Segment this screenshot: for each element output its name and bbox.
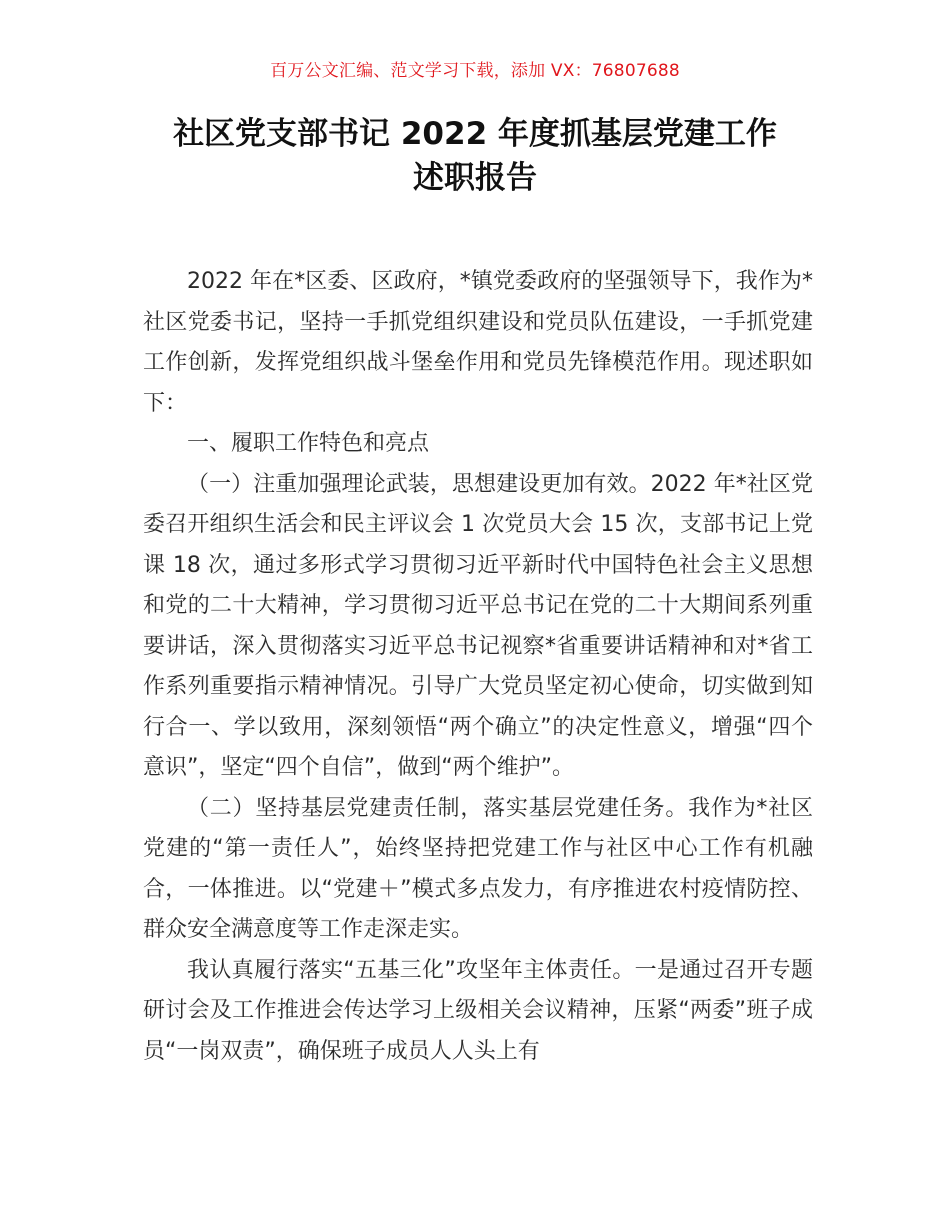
title-line-1: 社区党支部书记 2022 年度抓基层党建工作 <box>173 116 777 152</box>
title-line-2: 述职报告 <box>413 160 537 196</box>
document-title <box>100 112 850 200</box>
paragraph-theory-study: （一）注重加强理论武装，思想建设更加有效。2022 年*社区党委召开组织生活会和民主评议会 1 次党员大会 15 次，支部书记上党课 18 次，通过多形式学习贯彻习近平新时代中国特色社会主义思想和党的二十大精神，学习贯彻习近平总书记在党的二十大期间系列重要讲话，深入贯彻落实习近平总书记视察*省重要讲话精神和对*省工作系列重要指示精神情况。引导广大党员坚定初心使命，切实做到知行合一、学以致用，深刻领悟“两个确立”的决定性意义，增强“四个意识”，坚定“四个自信”，做到“两个维护”。 <box>143 471 813 780</box>
section-heading-1: 一、履职工作特色和亮点 <box>187 431 430 456</box>
paragraph-five-bases: 我认真履行落实“五基三化”攻坚年主体责任。一是通过召开专题研讨会及工作推进会传达学习上级相关会议精神，压紧“两委”班子成员“一岗双责”，确保班子成员人人头上有 <box>143 957 813 1064</box>
paragraph-intro: 2022 年在*区委、区政府，*镇党委政府的坚强领导下，我作为*社区党委书记，坚持一手抓党组织建设和党员队伍建设，一手抓党建工作创新，发挥党组织战斗堡垒作用和党员先锋模范作用。现述职如下： <box>143 269 813 416</box>
header-watermark-note: 百万公文汇编、范文学习下载，添加 VX：76807688 <box>270 61 680 81</box>
document-body <box>143 262 813 1072</box>
paragraph-responsibility: （二）坚持基层党建责任制，落实基层党建任务。我作为*社区党建的“第一责任人”，始终坚持把党建工作与社区中心工作有机融合，一体推进。以“党建＋”模式多点发力，有序推进农村疫情防控、群众安全满意度等工作走深走实。 <box>143 795 813 942</box>
